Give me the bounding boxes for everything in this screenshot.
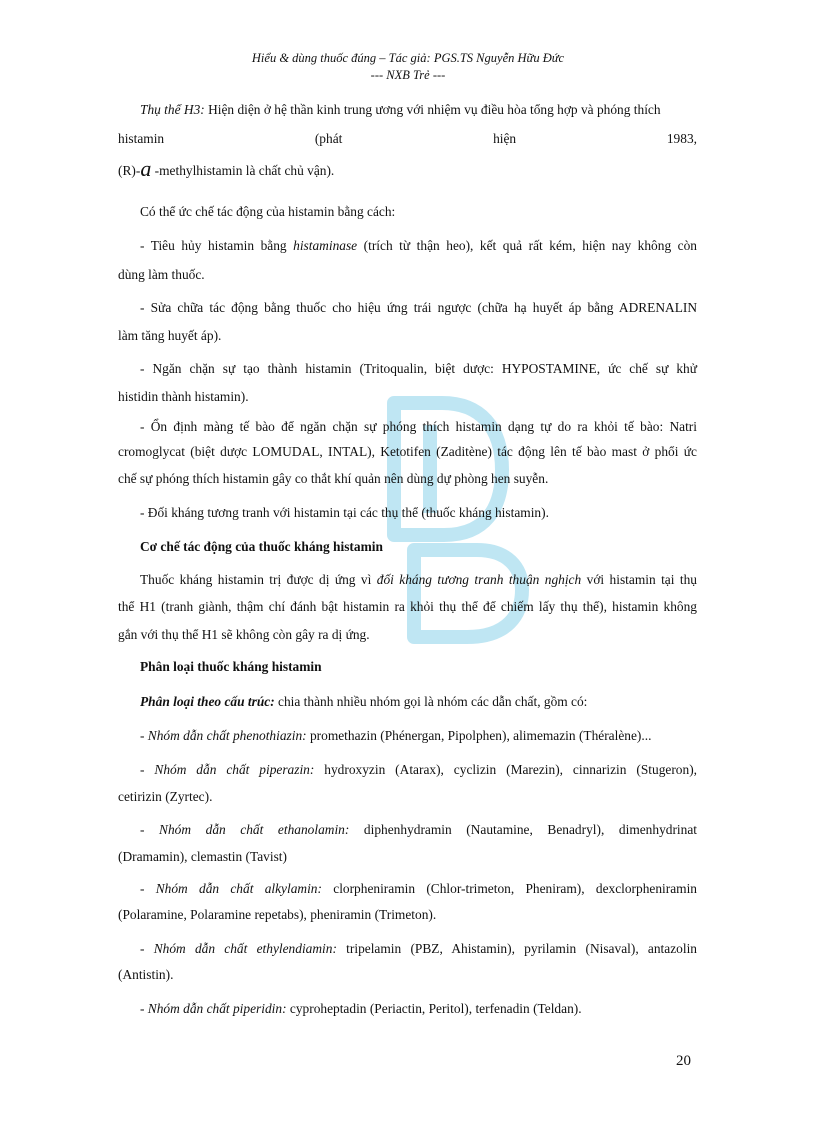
group-alkylamin-line1: - Nhóm dẫn chất alkylamin: clorpheniramin (Chlor-trimeton, Pheniram), dexclorpheniramin <box>140 881 698 896</box>
group-phenothiazin: - Nhóm dẫn chất phenothiazin: promethazin (Phénergan, Pipolphen), alimemazin (Théralène)... <box>140 728 652 743</box>
inhibit-item2-line2: làm tăng huyết áp). <box>118 328 222 343</box>
inhibit-item3-line2: histidin thành histamin). <box>118 389 249 404</box>
group-ethanolamin-line1: - Nhóm dẫn chất ethanolamin: diphenhydramin (Nautamine, Benadryl), dimenhydrinat <box>140 822 697 837</box>
mechanism-heading: Cơ chế tác động của thuốc kháng histamin <box>140 539 383 554</box>
group-piperazin-line1: - Nhóm dẫn chất piperazin: hydroxyzin (Atarax), cyclizin (Marezin), cinnarizin (Stugeron), <box>140 762 697 777</box>
group-alkylamin-line2: (Polaramine, Polaramine repetabs), pheniramin (Trimeton). <box>118 907 437 922</box>
mechanism-line2: thể H1 (tranh giành, thậm chí đánh bật histamin ra khỏi thụ thể để chiếm lấy thụ thể), histamin không <box>118 599 697 614</box>
inhibit-intro: Có thể ức chế tác động của histamin bằng cách: <box>140 204 396 219</box>
inhibit-item4-line3: chế sự phóng thích histamin gây co thắt khí quản nên dùng dự phòng hen suyễn. <box>118 471 549 486</box>
running-header-title: Hiểu & dùng thuốc đúng – Tác giả: PGS.TS Nguyễn Hữu Đức <box>251 51 565 65</box>
group-ethylendiamin-line1: - Nhóm dẫn chất ethylendiamin: tripelamin (PBZ, Ahistamin), pyrilamin (Nisaval), antazolin <box>140 941 697 956</box>
alpha-symbol: a <box>140 156 152 181</box>
group-ethylendiamin-line2: (Antistin). <box>118 967 174 982</box>
classification-heading: Phân loại thuốc kháng histamin <box>140 659 322 674</box>
inhibit-item4-line2: cromoglycat (biệt dược LOMUDAL, INTAL), Ketotifen (Zaditène) tác động lên tế bào mast ở phổi ức <box>118 444 697 459</box>
running-header-publisher: --- NXB Trẻ --- <box>370 68 446 82</box>
mechanism-line3: gắn với thụ thể H1 sẽ không còn gây ra dị ứng. <box>118 627 370 642</box>
inhibit-item1-line2: dùng làm thuốc. <box>118 267 205 282</box>
h3-receptor-line2: histamin (phát hiện 1983, <box>118 131 697 146</box>
h3-receptor-line1: Thụ thể H3: Hiện diện ở hệ thần kinh trung ương với nhiệm vụ điều hòa tổng hợp và phóng thích <box>140 102 661 117</box>
group-ethanolamin-line2: (Dramamin), clemastin (Tavist) <box>118 849 287 864</box>
inhibit-item1-line1: - Tiêu hủy histamin bằng histaminase (trích từ thận heo), kết quả rất kém, hiện nay không còn <box>140 238 697 253</box>
h3-receptor-line3: (R)-a -methylhistamin là chất chủ vận). <box>118 156 335 181</box>
group-piperazin-line2: cetirizin (Zyrtec). <box>118 789 213 804</box>
h3-label: Thụ thể H3: <box>140 102 205 117</box>
inhibit-item3-line1: - Ngăn chặn sự tạo thành histamin (Tritoqualin, biệt dược: HYPOSTAMINE, ức chế sự khử <box>140 361 697 376</box>
inhibit-item4-line1: - Ổn định màng tế bào để ngăn chặn sự phóng thích histamin dạng tự do ra khỏi tế bào: Natri <box>140 419 697 434</box>
inhibit-item5: - Đối kháng tương tranh với histamin tại các thụ thể (thuốc kháng histamin). <box>140 505 549 520</box>
page-number: 20 <box>676 1053 691 1069</box>
inhibit-item2-line1: - Sửa chữa tác động bằng thuốc cho hiệu ứng trái ngược (chữa hạ huyết áp bằng ADRENALIN <box>140 300 697 315</box>
mechanism-line1: Thuốc kháng histamin trị được dị ứng vì đối kháng tương tranh thuận nghịch với histamin tại thụ <box>140 572 697 587</box>
group-piperidin: - Nhóm dẫn chất piperidin: cyproheptadin (Periactin, Peritol), terfenadin (Teldan). <box>140 1001 582 1016</box>
classification-by-structure: Phân loại theo cấu trúc: chia thành nhiều nhóm gọi là nhóm các dẫn chất, gồm có: <box>140 694 588 709</box>
